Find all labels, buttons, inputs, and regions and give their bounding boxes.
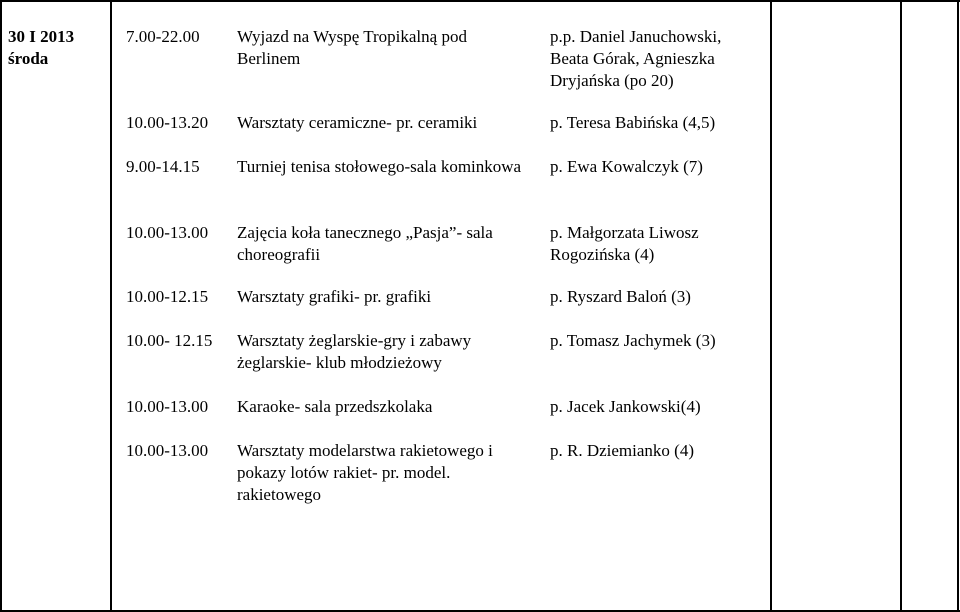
row-host: p. Teresa Babińska (4,5) (550, 113, 716, 132)
row-activity: Warsztaty modelarstwa rakietowego i pokazy lotów rakiet- pr. model. rakietowego (237, 441, 493, 504)
row-time: 9.00-14.15 (126, 157, 200, 176)
row-host: p. Małgorzata Liwosz Rogozińska (4) (550, 223, 699, 264)
row-host: p. Ryszard Baloń (3) (550, 287, 691, 306)
row-activity: Warsztaty ceramiczne- pr. ceramiki (237, 113, 478, 132)
row-host: p. Tomasz Jachymek (3) (550, 331, 716, 350)
row-host: p. Jacek Jankowski(4) (550, 397, 701, 416)
row-host: p. Ewa Kowalczyk (7) (550, 157, 703, 176)
row-time: 10.00-13.00 (126, 397, 209, 416)
row-time: 10.00-13.20 (126, 113, 209, 132)
column-divider (770, 0, 772, 612)
date-cell (8, 26, 108, 70)
row-activity: Turniej tenisa stołowego-sala kominkowa (237, 157, 522, 176)
row-time: 10.00- 12.15 (126, 331, 213, 350)
column-divider (900, 0, 902, 612)
row-time: 7.00-22.00 (126, 27, 200, 46)
row-host: p.p. Daniel Januchowski, Beata Górak, Agnieszka Dryjańska (po 20) (550, 27, 722, 90)
row-time: 10.00-13.00 (126, 441, 209, 460)
row-activity: Warsztaty grafiki- pr. grafiki (237, 287, 432, 306)
row-activity: Warsztaty żeglarskie-gry i zabawy żeglarskie- klub młodzieżowy (237, 331, 472, 372)
column-divider (110, 0, 112, 612)
column-divider (957, 0, 959, 612)
row-activity: Wyjazd na Wyspę Tropikalną pod Berlinem (237, 27, 467, 68)
row-time: 10.00-13.00 (126, 223, 209, 242)
row-host: p. R. Dziemianko (4) (550, 441, 694, 460)
date-weekday: środa (8, 49, 49, 68)
row-activity: Karaoke- sala przedszkolaka (237, 397, 433, 416)
date-day: 30 I 2013 (8, 27, 75, 46)
row-activity: Zajęcia koła tanecznego „Pasja”- sala choreografii (237, 223, 493, 264)
row-time: 10.00-12.15 (126, 287, 209, 306)
